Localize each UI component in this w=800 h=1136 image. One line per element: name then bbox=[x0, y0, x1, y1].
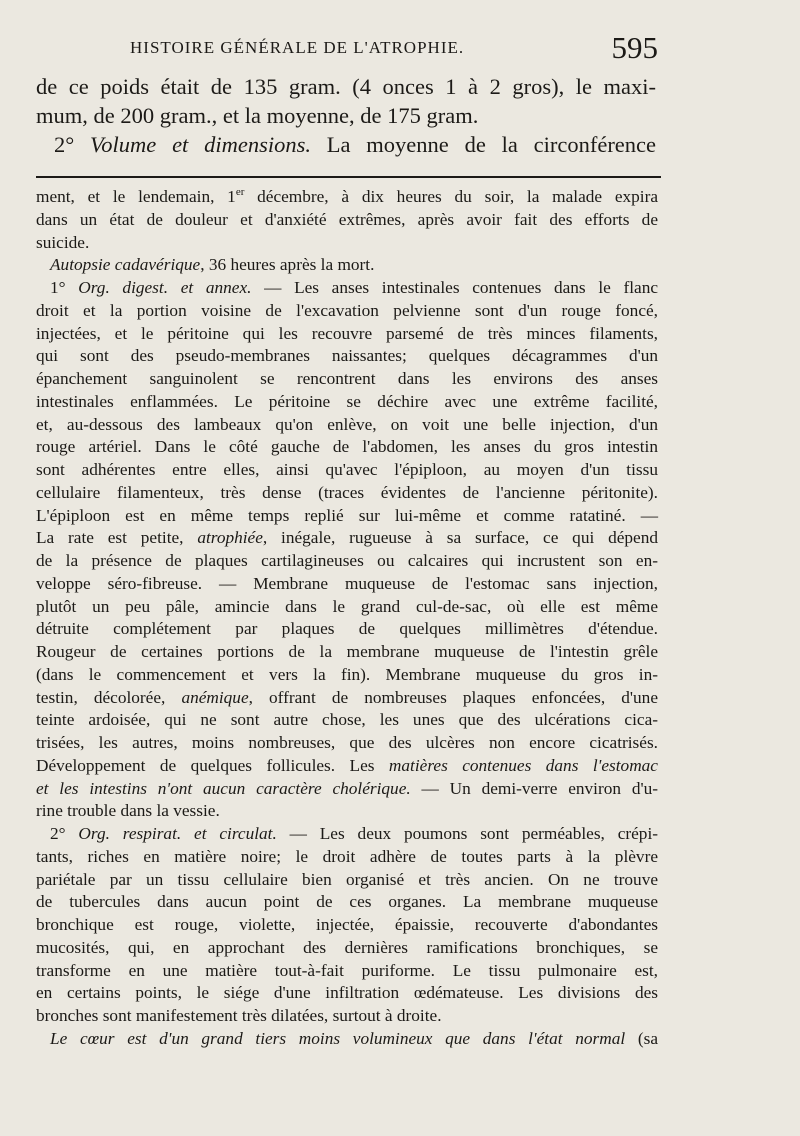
page-header bbox=[130, 30, 658, 65]
p3-line-11-pre: L'épiploon est en même temps replié sur lui-même et comme ratatiné. — bbox=[36, 505, 658, 525]
upper-line-3-rest: La moyenne de la circonférence bbox=[326, 132, 657, 157]
p3-line-11 bbox=[36, 505, 658, 528]
p3-line-1-post: — Les anses intestinales contenues dans le flanc bbox=[251, 278, 659, 297]
p3-line-12-pre: La rate est petite, bbox=[36, 528, 198, 548]
p3-line-12-post: , inégale, rugueuse à sa surface, ce qui dépend bbox=[262, 528, 658, 548]
p3-line-20 bbox=[36, 709, 658, 732]
p3-line-23 bbox=[36, 778, 658, 801]
p4-line-9 bbox=[36, 1005, 658, 1028]
p3-line-7 bbox=[36, 414, 658, 437]
p4-line-3-pre: pariétale par un tissu cellulaire bien organisé et très ancien. On ne trouve bbox=[36, 869, 658, 889]
upper-line-3-italic: Volume et dimensions. bbox=[90, 132, 311, 157]
p5-italic: Le cœur est d'un grand tiers moins volumineux que dans l'état normal bbox=[50, 1028, 626, 1048]
p5-line bbox=[36, 1028, 658, 1051]
paragraph-1 bbox=[36, 186, 658, 254]
p3-line-4 bbox=[36, 345, 658, 368]
p3-line-22-pre: Développement de quelques follicules. Les bbox=[36, 755, 389, 775]
p3-line-22 bbox=[36, 755, 658, 778]
p3-line-14-pre: veloppe séro-fibreuse. — Membrane muqueuse de l'estomac sans injection, bbox=[36, 573, 658, 593]
p3-line-10 bbox=[36, 482, 658, 505]
p5-rest: (sa bbox=[625, 1028, 658, 1048]
p3-line-17-pre: Rougeur de certaines portions de la membrane muqueuse de l'intestin grêle bbox=[36, 642, 658, 661]
p1-text-b: décembre, à dix heures du soir, la malade expira bbox=[244, 187, 658, 206]
p3-line-9 bbox=[36, 459, 658, 482]
p3-line-8 bbox=[36, 436, 658, 459]
p3-line-1-pre: 1° bbox=[50, 278, 79, 297]
p3-line-19-pre: testin, décolorée, bbox=[36, 687, 182, 707]
upper-line-3-prefix: 2° bbox=[54, 132, 75, 157]
p3-line-12 bbox=[36, 527, 658, 550]
p3-line-24-pre: rine trouble dans la vessie. bbox=[36, 801, 220, 821]
p4-line-6-pre: mucosités, qui, en approchant des dernières ramifications bronchiques, se bbox=[36, 937, 658, 957]
p3-line-12-it: atrophiée bbox=[197, 528, 263, 548]
p3-line-22-it: matières contenues dans l'estomac bbox=[388, 755, 658, 775]
p3-line-16-pre: détruite complétement par plaques de quelques millimètres d'étendue. bbox=[36, 619, 658, 639]
paragraph-2 bbox=[36, 254, 658, 277]
p4-line-9-pre: bronches sont manifestement très dilatées, surtout à droite. bbox=[36, 1006, 442, 1025]
p3-line-1 bbox=[36, 277, 658, 300]
p3-line-18-pre: (dans le commencement et vers la fin). Membrane muqueuse du gros in- bbox=[36, 664, 658, 684]
p4-line-4-pre: de tubercules dans aucun point de ces organes. La membrane muqueuse bbox=[36, 892, 658, 912]
p3-line-14 bbox=[36, 573, 658, 596]
p3-line-15 bbox=[36, 596, 658, 619]
p3-line-8-pre: rouge artériel. Dans le côté gauche de l'abdomen, les anses du gros intestin bbox=[36, 437, 658, 457]
p3-line-7-pre: et, au-dessous des lambeaux qu'on enlève, on voit une belle injection, d'un bbox=[36, 414, 658, 434]
p4-line-4 bbox=[36, 891, 658, 914]
p1-line-1 bbox=[36, 186, 658, 209]
p1-text-a: ment, et le lendemain, 1 bbox=[36, 187, 236, 206]
p3-line-5-pre: épanchement sanguinolent se rencontrent dans les environs des anses bbox=[36, 369, 658, 388]
p3-line-13-pre: de la présence de plaques cartilagineuses ou calcaires qui incrustent son en- bbox=[36, 551, 658, 570]
p3-line-18 bbox=[36, 664, 658, 687]
p2-rest: , 36 heures après la mort. bbox=[200, 255, 375, 275]
p3-line-23-it: et les intestins n'ont aucun caractère cholérique. bbox=[36, 778, 411, 798]
p4-line-5-pre: bronchique est rouge, violette, injectée, épaissie, recouverte d'abondantes bbox=[36, 915, 658, 934]
upper-text-block bbox=[36, 72, 656, 159]
p3-line-5 bbox=[36, 368, 658, 391]
p3-line-19-post: , offrant de nombreuses plaques enfoncées, d'une bbox=[248, 687, 658, 707]
p2-italic: Autopsie cadavérique bbox=[50, 255, 201, 275]
p4-line-5 bbox=[36, 914, 658, 937]
p4-line-8-pre: en certains points, le siége d'une infiltration œdémateuse. Les divisions des bbox=[36, 983, 658, 1003]
p4-line-6 bbox=[36, 937, 658, 960]
p3-line-21 bbox=[36, 732, 658, 755]
p3-line-17 bbox=[36, 641, 658, 664]
p3-line-9-pre: sont adhérentes entre elles, ainsi qu'avec l'épiploon, au moyen d'un tissu bbox=[36, 460, 658, 479]
paragraph-4 bbox=[36, 823, 658, 1028]
upper-line-2: mum, de 200 gram., et la moyenne, de 175 gram. bbox=[36, 103, 479, 128]
p3-line-19 bbox=[36, 687, 658, 710]
p3-line-4-pre: qui sont des pseudo-membranes naissantes; quelques décagrammes d'un bbox=[36, 346, 658, 366]
upper-line-3 bbox=[36, 130, 656, 159]
p3-line-15-pre: plutôt un peu pâle, amincie dans le grand cul-de-sac, où elle est même bbox=[36, 596, 658, 616]
p3-line-1-it: Org. digest. et annex. bbox=[78, 278, 252, 297]
p4-line-1 bbox=[36, 823, 658, 846]
p4-line-7 bbox=[36, 960, 658, 983]
p4-line-3 bbox=[36, 869, 658, 892]
p1-line-2: dans un état de douleur et d'anxiété extrêmes, après avoir fait des efforts de bbox=[36, 209, 658, 229]
running-title: HISTOIRE GÉNÉRALE DE L'ATROPHIE. bbox=[130, 38, 465, 57]
p3-line-6 bbox=[36, 391, 658, 414]
p3-line-10-pre: cellulaire filamenteux, très dense (traces évidentes de l'ancienne péritonite). bbox=[36, 482, 658, 502]
p4-line-1-post: — Les deux poumons sont perméables, crépi- bbox=[276, 824, 659, 843]
p3-line-13 bbox=[36, 550, 658, 573]
p3-line-23-post: — Un demi-verre environ d'u- bbox=[410, 778, 658, 798]
p4-line-1-pre: 2° bbox=[50, 824, 79, 843]
p4-line-8 bbox=[36, 982, 658, 1005]
p1-superscript: er bbox=[235, 186, 245, 199]
p1-line-3: suicide. bbox=[36, 232, 90, 252]
p4-line-7-pre: transforme en une matière tout-à-fait puriforme. Le tissu pulmonaire est, bbox=[36, 960, 658, 980]
p3-line-20-pre: teinte ardoisée, qui ne sont autre chose, les unes que des ulcérations cica- bbox=[36, 710, 658, 730]
p3-line-3 bbox=[36, 323, 658, 346]
section-divider bbox=[36, 176, 661, 178]
p2-line bbox=[36, 254, 658, 277]
p4-line-2 bbox=[36, 846, 658, 869]
p3-line-2-pre: droit et la portion voisine de l'excavation pelvienne sont d'un rouge foncé, bbox=[36, 300, 658, 320]
p3-line-19-it: anémique bbox=[181, 687, 249, 707]
page-number: 595 bbox=[611, 30, 658, 65]
p4-line-2-pre: tants, riches en matière noire; le droit adhère de toutes parts à la plèvre bbox=[36, 846, 658, 866]
lower-text-block bbox=[36, 186, 658, 1051]
paragraph-5 bbox=[36, 1028, 658, 1051]
p3-line-24 bbox=[36, 800, 658, 823]
p3-line-6-pre: intestinales enflammées. Le péritoine se déchire avec une extrême facilité, bbox=[36, 391, 658, 411]
p3-line-2 bbox=[36, 300, 658, 323]
upper-line-1: de ce poids était de 135 gram. (4 onces 1 à 2 gros), le maxi- bbox=[36, 74, 656, 99]
p4-line-1-it: Org. respirat. et circulat. bbox=[78, 824, 277, 843]
p3-line-16 bbox=[36, 618, 658, 641]
p3-line-21-pre: trisées, les autres, moins nombreuses, que des ulcères non encore cicatrisés. bbox=[36, 733, 658, 752]
p3-line-3-pre: injectées, et le péritoine qui les recouvre parsemé de très minces filaments, bbox=[36, 323, 658, 343]
paragraph-3 bbox=[36, 277, 658, 823]
